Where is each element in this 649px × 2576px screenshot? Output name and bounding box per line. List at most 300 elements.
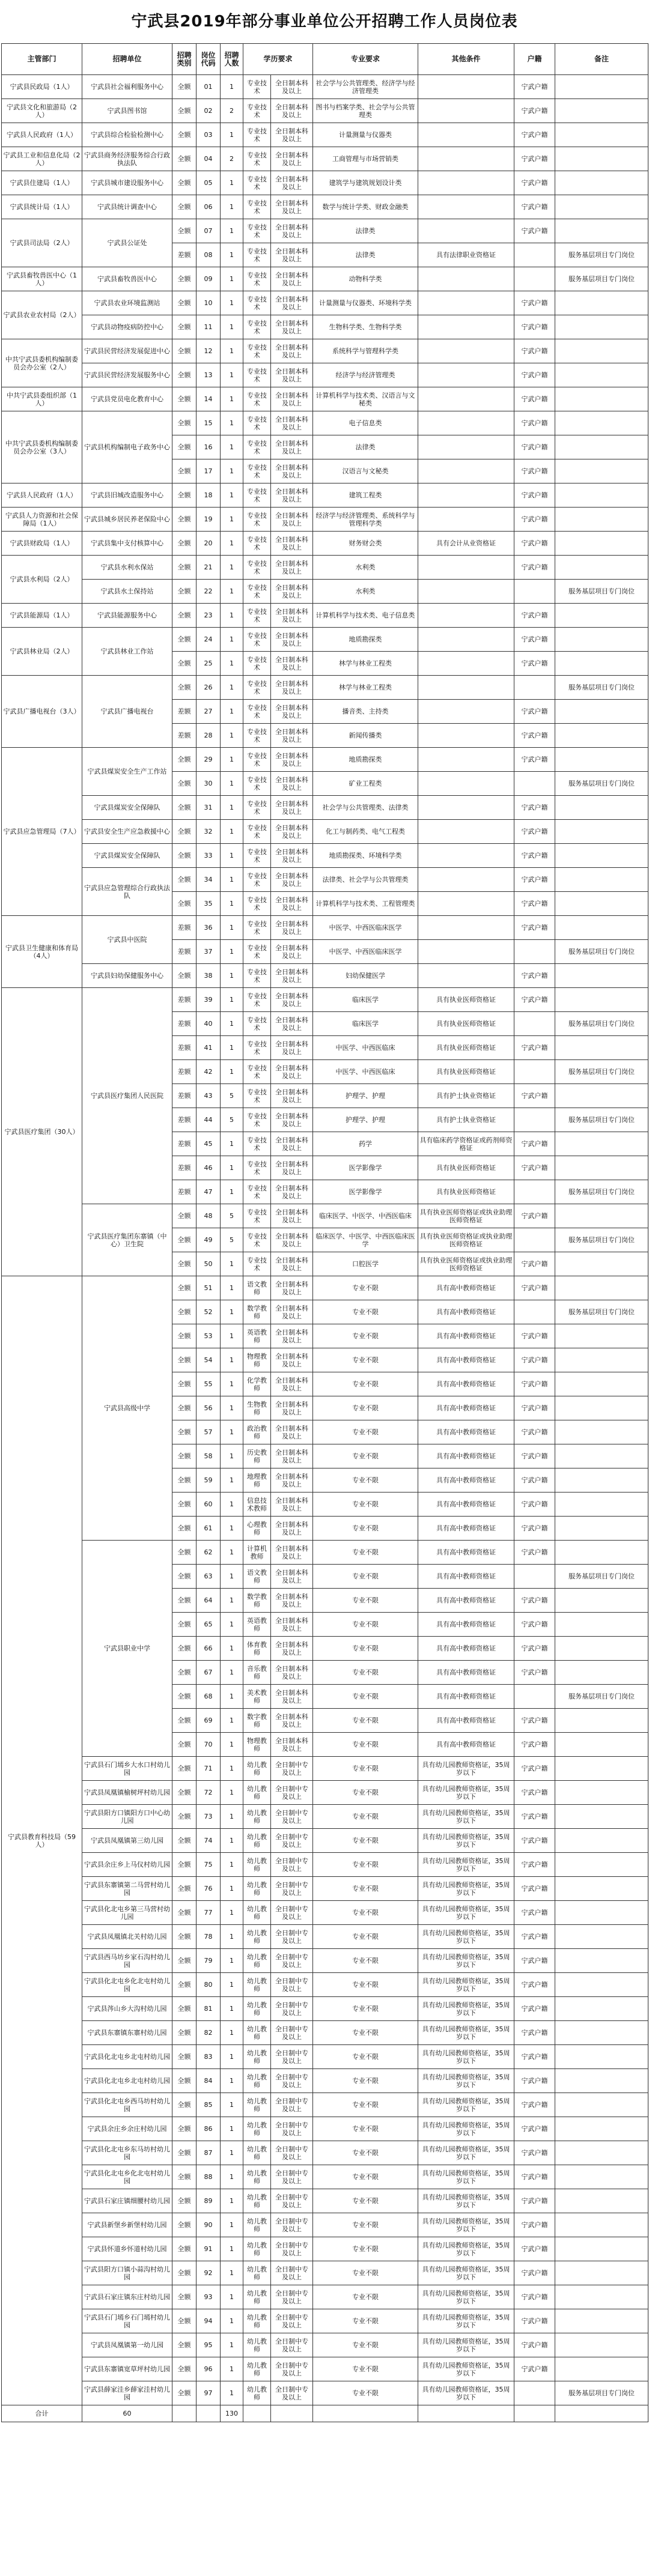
- cell-major: 医学影像学: [313, 1180, 418, 1204]
- cell-category: 专业技术: [243, 171, 271, 195]
- cell-count: 1: [221, 219, 243, 243]
- table-row: [2, 556, 648, 580]
- cell-count: 1: [221, 820, 243, 844]
- cell-conditions: 具有幼儿园教师资格证，35周岁以下: [418, 2237, 514, 2261]
- cell-count: 1: [221, 75, 243, 99]
- cell-code: 41: [197, 1036, 221, 1060]
- cell-code: 46: [197, 1156, 221, 1180]
- cell-category: 专业技术: [243, 1204, 271, 1228]
- cell-major: 法律类: [313, 219, 418, 243]
- cell-category: 美术教师: [243, 1685, 271, 1709]
- cell-education: 全日制中专及以上: [271, 2117, 313, 2141]
- cell-unit: 宁武县涔山乡大沟村幼儿园: [82, 1997, 172, 2021]
- cell-education: 全日制本科及以上: [271, 195, 313, 219]
- cell-major: 汉语言与文秘类: [313, 459, 418, 483]
- cell-dept: 中共宁武县委机构编制委员会办公室（2人）: [2, 339, 82, 387]
- cell-education: 全日制中专及以上: [271, 1949, 313, 1973]
- cell-remark: [555, 724, 648, 748]
- cell-hukou: 宁武户籍: [514, 291, 555, 315]
- cell-type: 差额: [172, 1180, 197, 1204]
- table-row: [2, 1877, 648, 1901]
- cell-remark: [555, 291, 648, 315]
- cell-major: 生物科学类、生物科学类: [313, 315, 418, 339]
- cell-education: 全日制中专及以上: [271, 2237, 313, 2261]
- cell-code: 35: [197, 892, 221, 916]
- cell-unit: 宁武县党员电化教育中心: [82, 387, 172, 411]
- cell-unit: 宁武县石门墕乡大水口村幼儿园: [82, 1757, 172, 1781]
- cell-code: 69: [197, 1709, 221, 1733]
- cell-conditions: 具有高中教师资格证: [418, 1348, 514, 1372]
- cell-education: 全日制中专及以上: [271, 1757, 313, 1781]
- cell-type: 全额: [172, 1973, 197, 1997]
- cell-category: 化学教师: [243, 1372, 271, 1396]
- cell-major: 化工与制药类、电气工程类: [313, 820, 418, 844]
- cell-education: 全日制本科及以上: [271, 964, 313, 988]
- cell-count: 1: [221, 1565, 243, 1589]
- cell-education: 全日制本科及以上: [271, 604, 313, 628]
- cell-hukou: 宁武户籍: [514, 964, 555, 988]
- header-type: 招聘类别: [172, 44, 197, 75]
- cell-dept: 宁武县农业农村局（2人）: [2, 291, 82, 339]
- cell-category: 幼儿教师: [243, 2189, 271, 2213]
- cell-type: 全额: [172, 1805, 197, 1829]
- cell-code: 37: [197, 940, 221, 964]
- cell-category: 幼儿教师: [243, 2141, 271, 2165]
- cell-major: 经济学与经济管理类、系统科学与管理科学类: [313, 508, 418, 532]
- cell-conditions: [418, 916, 514, 940]
- cell-count: 1: [221, 171, 243, 195]
- cell-education: 全日制中专及以上: [271, 1805, 313, 1829]
- cell-education: 全日制本科及以上: [271, 1108, 313, 1132]
- cell-type: 全额: [172, 1348, 197, 1372]
- cell-unit: 宁武县化北屯乡北屯村幼儿园: [82, 2045, 172, 2069]
- cell-count: 1: [221, 2093, 243, 2117]
- cell-count: 1: [221, 1541, 243, 1565]
- cell-unit: 宁武县化北屯乡第三马营村幼儿园: [82, 1901, 172, 1925]
- cell-count: 1: [221, 1036, 243, 1060]
- cell-major: 专业不限: [313, 1781, 418, 1805]
- cell-type: 全额: [172, 1709, 197, 1733]
- cell-type: 全额: [172, 2213, 197, 2237]
- table-row: [2, 99, 648, 123]
- table-row: [2, 1949, 648, 1973]
- table-row: [2, 604, 648, 628]
- cell-conditions: 具有高中教师资格证: [418, 1468, 514, 1493]
- cell-education: 全日制本科及以上: [271, 580, 313, 604]
- cell-major: 临床医学、中医学、中西医临床: [313, 1204, 418, 1228]
- cell-code: 28: [197, 724, 221, 748]
- cell-category: 专业技术: [243, 387, 271, 411]
- total-label: 合计: [2, 2405, 82, 2422]
- cell-remark: [555, 123, 648, 147]
- cell-conditions: [418, 964, 514, 988]
- cell-type: 全额: [172, 2357, 197, 2381]
- cell-conditions: 具有幼儿园教师资格证，35周岁以下: [418, 2333, 514, 2357]
- cell-hukou: 宁武户籍: [514, 1084, 555, 1108]
- cell-type: 全额: [172, 1853, 197, 1877]
- table-row: [2, 1853, 648, 1877]
- cell-category: 专业技术: [243, 123, 271, 147]
- cell-hukou: 宁武户籍: [514, 435, 555, 459]
- cell-education: 全日制本科及以上: [271, 1084, 313, 1108]
- cell-category: 专业技术: [243, 604, 271, 628]
- cell-remark: [555, 1637, 648, 1661]
- cell-conditions: 具有高中教师资格证: [418, 1661, 514, 1685]
- table-row: [2, 2093, 648, 2117]
- cell-unit: 宁武县化北屯乡西马坊村幼儿园: [82, 2093, 172, 2117]
- table-row: [2, 2069, 648, 2093]
- cell-type: 全额: [172, 1420, 197, 1444]
- cell-remark: [555, 1517, 648, 1541]
- cell-remark: [555, 1348, 648, 1372]
- cell-hukou: 宁武户籍: [514, 1973, 555, 1997]
- cell-major: 专业不限: [313, 2117, 418, 2141]
- cell-count: 1: [221, 1589, 243, 1613]
- cell-education: 全日制本科及以上: [271, 1709, 313, 1733]
- cell-unit: 宁武县应急管理综合行政执法队: [82, 868, 172, 916]
- table-row: [2, 291, 648, 315]
- cell-hukou: 宁武户籍: [514, 2213, 555, 2237]
- cell-type: 全额: [172, 844, 197, 868]
- cell-major: 专业不限: [313, 2333, 418, 2357]
- header-unit: 招聘单位: [82, 44, 172, 75]
- cell-type: 全额: [172, 75, 197, 99]
- cell-remark: [555, 483, 648, 508]
- cell-category: 专业技术: [243, 1060, 271, 1084]
- cell-code: 82: [197, 2021, 221, 2045]
- cell-type: 全额: [172, 1589, 197, 1613]
- cell-category: 专业技术: [243, 940, 271, 964]
- cell-count: 1: [221, 1420, 243, 1444]
- cell-education: 全日制本科及以上: [271, 508, 313, 532]
- cell-code: 84: [197, 2069, 221, 2093]
- cell-unit: 宁武县石家庄镇东庄村幼儿园: [82, 2285, 172, 2309]
- cell-hukou: 宁武户籍: [514, 1829, 555, 1853]
- cell-education: 全日制本科及以上: [271, 988, 313, 1012]
- cell-count: 1: [221, 1348, 243, 1372]
- cell-conditions: 具有幼儿园教师资格证，35周岁以下: [418, 1757, 514, 1781]
- cell-category: 幼儿教师: [243, 1757, 271, 1781]
- cell-education: 全日制本科及以上: [271, 1661, 313, 1685]
- cell-category: 专业技术: [243, 1132, 271, 1156]
- cell-count: 1: [221, 315, 243, 339]
- cell-count: 1: [221, 2357, 243, 2381]
- cell-unit: 宁武县薛家洼乡薛家洼村幼儿园: [82, 2381, 172, 2405]
- cell-type: 全额: [172, 1637, 197, 1661]
- cell-hukou: 宁武户籍: [514, 1853, 555, 1877]
- cell-education: 全日制中专及以上: [271, 1781, 313, 1805]
- cell-unit: 宁武县农业环境监测站: [82, 291, 172, 315]
- cell-category: 英语教师: [243, 1613, 271, 1637]
- cell-unit: 宁武县新堡乡新堡村幼儿园: [82, 2213, 172, 2237]
- cell-unit: 宁武县医疗集团人民医院: [82, 988, 172, 1204]
- cell-code: 33: [197, 844, 221, 868]
- cell-hukou: 宁武户籍: [514, 1396, 555, 1420]
- cell-major: 专业不限: [313, 1997, 418, 2021]
- table-row: [2, 676, 648, 700]
- cell-code: 87: [197, 2141, 221, 2165]
- cell-remark: [555, 700, 648, 724]
- cell-hukou: 宁武户籍: [514, 1949, 555, 1973]
- cell-type: 全额: [172, 1228, 197, 1252]
- cell-category: 语文教师: [243, 1276, 271, 1300]
- table-row: [2, 1204, 648, 1228]
- table-body: [2, 75, 648, 2405]
- cell-code: 67: [197, 1661, 221, 1685]
- cell-category: 专业技术: [243, 844, 271, 868]
- cell-education: 全日制本科及以上: [271, 147, 313, 171]
- cell-major: 专业不限: [313, 1300, 418, 1324]
- cell-count: 1: [221, 2333, 243, 2357]
- cell-hukou: 宁武户籍: [514, 1997, 555, 2021]
- cell-unit: 宁武县林业工作站: [82, 628, 172, 676]
- cell-conditions: [418, 435, 514, 459]
- cell-conditions: 具有幼儿园教师资格证，35周岁以下: [418, 1949, 514, 1973]
- table-row: [2, 171, 648, 195]
- table-row: [2, 964, 648, 988]
- cell-conditions: 具有高中教师资格证: [418, 1372, 514, 1396]
- cell-code: 60: [197, 1493, 221, 1517]
- cell-remark: [555, 1709, 648, 1733]
- cell-hukou: 宁武户籍: [514, 748, 555, 772]
- cell-type: 全额: [172, 796, 197, 820]
- cell-count: 1: [221, 291, 243, 315]
- cell-count: 1: [221, 1973, 243, 1997]
- cell-education: 全日制本科及以上: [271, 1324, 313, 1348]
- cell-hukou: [514, 580, 555, 604]
- cell-unit: 宁武县民营经济发展促进中心: [82, 339, 172, 363]
- cell-unit: 宁武县凤凰镇北关村幼儿园: [82, 1925, 172, 1949]
- cell-major: 数学与统计学类、财政金融类: [313, 195, 418, 219]
- cell-education: 全日制本科及以上: [271, 1541, 313, 1565]
- cell-remark: 服务基层项目专门岗位: [555, 267, 648, 291]
- cell-code: 05: [197, 171, 221, 195]
- cell-remark: [555, 1324, 648, 1348]
- cell-count: 1: [221, 676, 243, 700]
- cell-type: 差额: [172, 940, 197, 964]
- cell-major: 护理学、护理: [313, 1108, 418, 1132]
- cell-major: 电子信息类: [313, 411, 418, 435]
- cell-code: 27: [197, 700, 221, 724]
- cell-conditions: [418, 892, 514, 916]
- cell-type: 全额: [172, 219, 197, 243]
- cell-count: 1: [221, 195, 243, 219]
- cell-count: 1: [221, 700, 243, 724]
- cell-remark: 服务基层项目专门岗位: [555, 1565, 648, 1589]
- cell-hukou: 宁武户籍: [514, 1324, 555, 1348]
- cell-remark: [555, 75, 648, 99]
- cell-type: 全额: [172, 2261, 197, 2285]
- cell-major: 专业不限: [313, 2237, 418, 2261]
- table-row: [2, 387, 648, 411]
- cell-code: 71: [197, 1757, 221, 1781]
- cell-major: 专业不限: [313, 2069, 418, 2093]
- cell-conditions: [418, 580, 514, 604]
- cell-unit: 宁武县能源服务中心: [82, 604, 172, 628]
- cell-remark: [555, 1372, 648, 1396]
- cell-type: 全额: [172, 2093, 197, 2117]
- cell-education: 全日制本科及以上: [271, 772, 313, 796]
- cell-category: 幼儿教师: [243, 2333, 271, 2357]
- table-row: [2, 267, 648, 291]
- cell-code: 09: [197, 267, 221, 291]
- cell-count: 1: [221, 772, 243, 796]
- cell-remark: [555, 916, 648, 940]
- cell-code: 20: [197, 532, 221, 556]
- cell-hukou: 宁武户籍: [514, 1252, 555, 1276]
- cell-count: 1: [221, 748, 243, 772]
- cell-count: 1: [221, 2189, 243, 2213]
- cell-code: 16: [197, 435, 221, 459]
- cell-hukou: [514, 940, 555, 964]
- cell-remark: [555, 1156, 648, 1180]
- cell-category: 专业技术: [243, 1252, 271, 1276]
- cell-education: 全日制本科及以上: [271, 1228, 313, 1252]
- cell-major: 经济学与经济管理类: [313, 363, 418, 387]
- cell-code: 96: [197, 2357, 221, 2381]
- cell-education: 全日制中专及以上: [271, 2309, 313, 2333]
- cell-major: 计算机科学与技术类、工程管理类: [313, 892, 418, 916]
- cell-conditions: 具有幼儿园教师资格证，35周岁以下: [418, 2117, 514, 2141]
- cell-conditions: [418, 772, 514, 796]
- cell-type: 全额: [172, 459, 197, 483]
- cell-count: 2: [221, 147, 243, 171]
- cell-type: 全额: [172, 508, 197, 532]
- cell-education: 全日制中专及以上: [271, 2213, 313, 2237]
- cell-education: 全日制本科及以上: [271, 291, 313, 315]
- cell-hukou: 宁武户籍: [514, 1132, 555, 1156]
- cell-type: 全额: [172, 556, 197, 580]
- cell-count: 1: [221, 868, 243, 892]
- cell-conditions: [418, 315, 514, 339]
- cell-type: 全额: [172, 868, 197, 892]
- cell-education: 全日制中专及以上: [271, 1925, 313, 1949]
- cell-count: 1: [221, 1060, 243, 1084]
- cell-count: 1: [221, 1709, 243, 1733]
- table-row: [2, 532, 648, 556]
- cell-conditions: 具有高中教师资格证: [418, 1709, 514, 1733]
- cell-conditions: [418, 868, 514, 892]
- cell-major: 计算机科学与技术类、电子信息类: [313, 604, 418, 628]
- cell-conditions: 具有临床药学资格证或药剂师资格证: [418, 1132, 514, 1156]
- table-row: [2, 2381, 648, 2405]
- cell-unit: 宁武县凤凰镇榆树坪村幼儿园: [82, 1781, 172, 1805]
- cell-conditions: 具有幼儿园教师资格证，35周岁以下: [418, 2141, 514, 2165]
- cell-type: 全额: [172, 676, 197, 700]
- cell-remark: [555, 99, 648, 123]
- cell-unit: 宁武县中医院: [82, 916, 172, 964]
- cell-dept: 宁武县人民政府（1人）: [2, 123, 82, 147]
- cell-remark: [555, 315, 648, 339]
- cell-conditions: 具有执业医师资格证: [418, 1012, 514, 1036]
- cell-category: 数字教师: [243, 1709, 271, 1733]
- cell-code: 22: [197, 580, 221, 604]
- cell-unit: 宁武县社会福利服务中心: [82, 75, 172, 99]
- cell-code: 61: [197, 1517, 221, 1541]
- cell-remark: [555, 387, 648, 411]
- cell-remark: [555, 748, 648, 772]
- cell-dept: 宁武县文化和旅游局（2人）: [2, 99, 82, 123]
- cell-education: 全日制本科及以上: [271, 1565, 313, 1589]
- cell-type: 全额: [172, 1685, 197, 1709]
- cell-unit: 宁武县广播电视台: [82, 676, 172, 748]
- cell-type: 差额: [172, 1084, 197, 1108]
- cell-conditions: 具有执业医师资格证: [418, 1060, 514, 1084]
- cell-major: 专业不限: [313, 1733, 418, 1757]
- header-code: 岗位代码: [197, 44, 221, 75]
- cell-unit: 宁武县煤炭安全保障队: [82, 844, 172, 868]
- cell-type: 全额: [172, 652, 197, 676]
- cell-major: 专业不限: [313, 1444, 418, 1468]
- cell-category: 幼儿教师: [243, 1829, 271, 1853]
- table-row: [2, 868, 648, 892]
- cell-unit: 宁武县余庄乡上马仪村幼儿园: [82, 1853, 172, 1877]
- cell-count: 1: [221, 1468, 243, 1493]
- cell-hukou: 宁武户籍: [514, 2261, 555, 2285]
- cell-category: 专业技术: [243, 411, 271, 435]
- table-row: [2, 1276, 648, 1300]
- cell-education: 全日制中专及以上: [271, 1997, 313, 2021]
- cell-type: 全额: [172, 1468, 197, 1493]
- cell-conditions: 具有执业医师资格证或执业助理医师资格证: [418, 1252, 514, 1276]
- cell-education: 全日制本科及以上: [271, 1372, 313, 1396]
- cell-major: 地质勘探类: [313, 748, 418, 772]
- cell-remark: [555, 2309, 648, 2333]
- cell-count: 1: [221, 1829, 243, 1853]
- cell-type: 全额: [172, 2381, 197, 2405]
- cell-category: 幼儿教师: [243, 1781, 271, 1805]
- cell-category: 专业技术: [243, 652, 271, 676]
- cell-education: 全日制本科及以上: [271, 796, 313, 820]
- cell-code: 49: [197, 1228, 221, 1252]
- cell-type: 差额: [172, 1132, 197, 1156]
- cell-category: 专业技术: [243, 435, 271, 459]
- table-row: [2, 628, 648, 652]
- cell-type: 全额: [172, 2309, 197, 2333]
- cell-type: 全额: [172, 964, 197, 988]
- cell-education: 全日制本科及以上: [271, 1468, 313, 1493]
- cell-major: 工商管理与市场营销类: [313, 147, 418, 171]
- cell-category: 专业技术: [243, 532, 271, 556]
- cell-type: 全额: [172, 748, 197, 772]
- cell-major: 中医学、中西医临床医学: [313, 940, 418, 964]
- cell-code: 85: [197, 2093, 221, 2117]
- cell-education: 全日制本科及以上: [271, 1420, 313, 1444]
- cell-remark: 服务基层项目专门岗位: [555, 940, 648, 964]
- cell-category: 幼儿教师: [243, 2285, 271, 2309]
- cell-category: 专业技术: [243, 339, 271, 363]
- cell-major: 专业不限: [313, 2285, 418, 2309]
- cell-major: 专业不限: [313, 1396, 418, 1420]
- cell-count: 1: [221, 1805, 243, 1829]
- cell-conditions: 具有幼儿园教师资格证，35周岁以下: [418, 1925, 514, 1949]
- cell-remark: [555, 171, 648, 195]
- cell-count: 1: [221, 1324, 243, 1348]
- cell-type: 差额: [172, 724, 197, 748]
- cell-education: 全日制本科及以上: [271, 1589, 313, 1613]
- cell-type: 全额: [172, 1877, 197, 1901]
- table-row: [2, 2357, 648, 2381]
- cell-category: 音乐教师: [243, 1661, 271, 1685]
- cell-code: 92: [197, 2261, 221, 2285]
- cell-conditions: 具有执业医师资格证: [418, 1036, 514, 1060]
- cell-code: 68: [197, 1685, 221, 1709]
- cell-code: 34: [197, 868, 221, 892]
- cell-type: 全额: [172, 1757, 197, 1781]
- cell-major: 专业不限: [313, 2093, 418, 2117]
- cell-remark: [555, 1204, 648, 1228]
- cell-type: 全额: [172, 171, 197, 195]
